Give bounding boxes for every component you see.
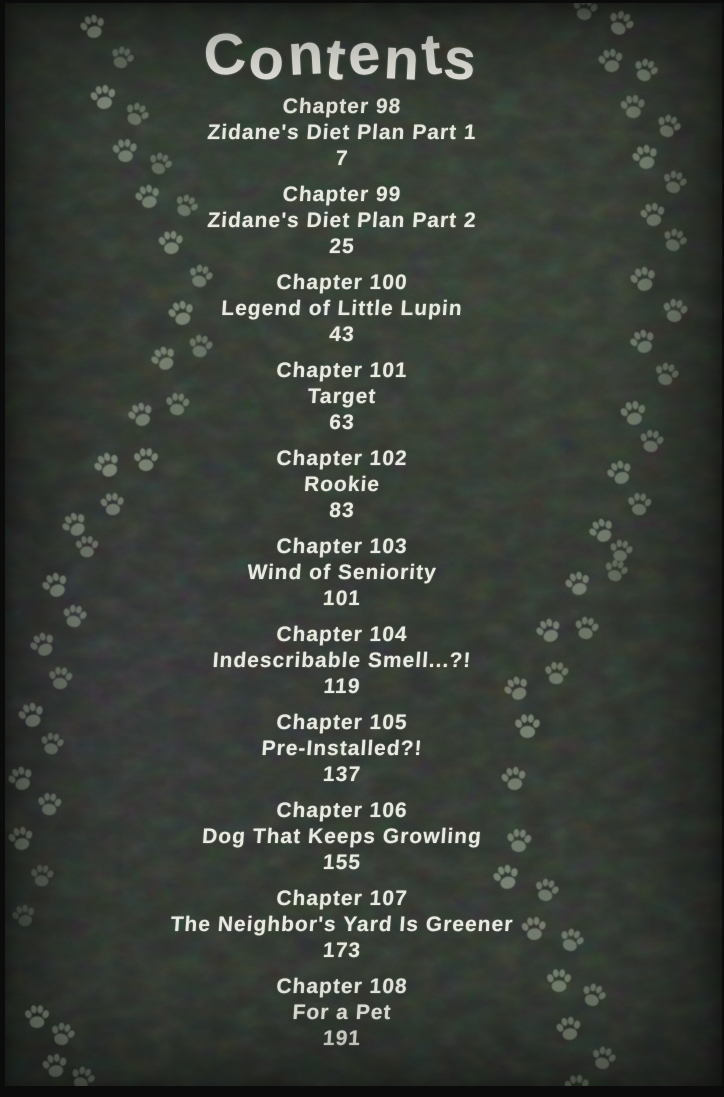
- chapter-title-label: Indescribable Smell...?!: [211, 649, 473, 672]
- page-title: Contents: [200, 19, 483, 94]
- chapter-page-number: 137: [322, 763, 362, 786]
- page-edge: [0, 0, 5, 1097]
- toc-entry: [0, 798, 684, 876]
- chapter-title-label: For a Pet: [291, 1001, 393, 1024]
- chapter-number-label: Chapter 103: [275, 535, 409, 558]
- toc-entry: [0, 710, 684, 788]
- toc-entry: [0, 270, 684, 348]
- chapter-title-label: Zidane's Diet Plan Part 2: [206, 209, 478, 232]
- toc-entry: [0, 446, 684, 524]
- toc-entry: [0, 94, 684, 172]
- chapter-title-label: Target: [306, 385, 378, 408]
- toc-entry: [0, 182, 684, 260]
- chapter-page-number: 101: [322, 587, 362, 610]
- chapter-number-label: Chapter 107: [275, 887, 409, 910]
- chapter-number-label: Chapter 105: [275, 711, 409, 734]
- chapter-page-number: 43: [328, 323, 356, 346]
- chapter-title-label: Zidane's Diet Plan Part 1: [206, 121, 478, 144]
- chapter-page-number: 25: [328, 235, 356, 258]
- chapter-number-label: Chapter 98: [281, 95, 403, 118]
- chapter-page-number: 119: [322, 675, 362, 698]
- chapter-number-label: Chapter 101: [275, 359, 409, 382]
- chapter-title-label: Wind of Seniority: [246, 561, 438, 584]
- chapter-number-label: Chapter 99: [281, 183, 403, 206]
- toc-entry: [0, 974, 684, 1052]
- chapter-number-label: Chapter 108: [275, 975, 409, 998]
- page-edge: [0, 1086, 724, 1097]
- chapter-title-label: Legend of Little Lupin: [220, 297, 464, 320]
- chapter-title-label: Dog That Keeps Growling: [201, 825, 483, 848]
- toc-entry: [0, 886, 684, 964]
- chapter-number-label: Chapter 106: [275, 799, 409, 822]
- toc-entry: [0, 358, 684, 436]
- chapter-title-label: Pre-Installed?!: [260, 737, 424, 760]
- chapter-page-number: 191: [322, 1027, 362, 1050]
- chapter-title-label: The Neighbor's Yard Is Greener: [169, 913, 515, 936]
- contents-list: [0, 94, 684, 1062]
- chapter-page-number: 173: [322, 939, 362, 962]
- toc-entry: [0, 622, 684, 700]
- toc-entry: [0, 534, 684, 612]
- page-edge: [0, 0, 724, 3]
- chapter-number-label: Chapter 104: [275, 623, 409, 646]
- chapter-number-label: Chapter 102: [275, 447, 409, 470]
- chapter-page-number: 7: [334, 147, 350, 170]
- chapter-page-number: 83: [328, 499, 356, 522]
- chapter-title-label: Rookie: [303, 473, 381, 496]
- chapter-number-label: Chapter 100: [275, 271, 409, 294]
- chapter-page-number: 63: [328, 411, 356, 434]
- chapter-page-number: 155: [322, 851, 362, 874]
